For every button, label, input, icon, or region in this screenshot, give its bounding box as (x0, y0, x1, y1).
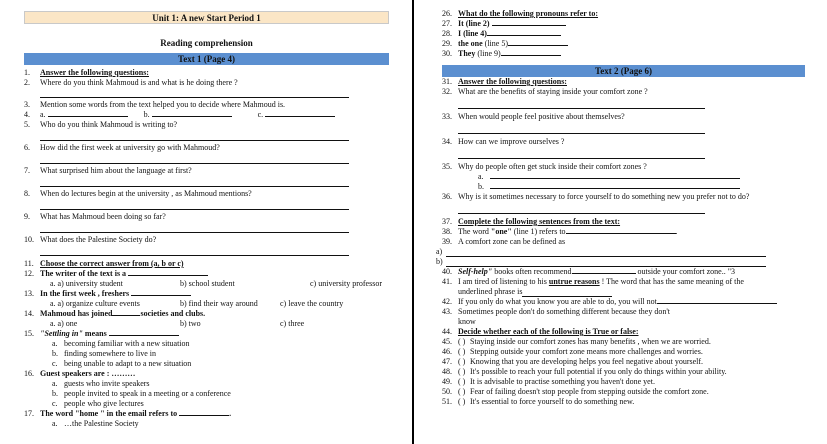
answer-line[interactable] (40, 97, 349, 98)
answer-blank[interactable] (446, 250, 766, 257)
question-42: 42. If you only do what you know you are able to do, you will not (442, 297, 805, 307)
question-44: 44. Decide whether each of the following is True or false: (442, 327, 639, 336)
question-17: 17. The word "home " in the email refers to . (24, 409, 232, 418)
question-2: 2. Where do you think Mahmoud is and what is he doing there ? (24, 78, 238, 87)
answer-line[interactable] (40, 186, 349, 187)
question-3: 3. Mention some words from the text helped you to decide where Mahmoud is. (24, 100, 286, 109)
tf-51: 51. ( ) It's essential to force yourself to do something new. (442, 397, 635, 406)
answer-blank[interactable] (566, 227, 676, 234)
answer-line[interactable] (458, 108, 705, 109)
question-29: 29. the one (line 5) (442, 39, 805, 49)
question-26: 26. What do the following pronouns refer to: (442, 9, 599, 18)
question-5: 5. Who do you think Mahmoud is writing to? (24, 120, 178, 129)
tf-46: 46. ( ) Stepping outside your comfort zone means more challenges and worries. (442, 347, 703, 356)
answer-blank[interactable] (152, 110, 232, 117)
question-37: 37. Complete the following sentences from the text: (442, 217, 621, 226)
unit-title: Unit 1: A new Start Period 1 (24, 11, 389, 24)
question-15: 15. "Settling in" means (24, 329, 389, 339)
right-content: 26. What do the following pronouns refer to: 27. It (line 2) 28. I (line 4) 29. the one (line 5) 30. They (line 9) Text 2 (Page 6) 31. Answer the following questions: 32. What are the benefits of staying inside your comfort zone ? 33. When would people feel positive about themselves? 34. How can we improve ourselves ? 35. Why do people often get stuck inside their comfort zones ? a. b. 36. Why is it sometimes necessary to force yourself to do something new you prefer not to do? 37. Complete the following sentences from the text: 38. The word "one" (line 1) refers to . 39. A comfort zone can be defined as a) b) 40. Self-help" books often recommend outside your comfort zone.. "3 41. I am tired of listening to his untrue reasons ! The word that has the same meaning of the underlined phrase is 42. If you only do what you know you are able to do, you will not 43. Sometimes people don't do something different because they don't know 44. Decide whether each of the following is True or false: 45. ( ) Staying inside our comfort zones has many benefits , when we are worried. 46. ( ) Stepping outside your comfort zone means more challenges and worries. 47. ( ) Knowing that you are developing helps you feel negative about yourself. 48. ( ) It's possible to reach your full potential if you only do things within your ability. 49. ( ) It is advisable to practise something you haven't done yet. 50. ( ) Fear of failing doesn't stop people from stepping outside the comfort zone. 51. ( ) It's essential to force yourself to do something new. (442, 9, 805, 407)
question-4: 4. a. b. c. (24, 110, 389, 120)
right-page (414, 0, 827, 444)
question-30: 30. They (line 9) (442, 49, 805, 59)
answer-blank[interactable] (508, 39, 568, 46)
question-7: 7. What surprised him about the language at first? (24, 166, 192, 175)
question-27: 27. It (line 2) (442, 19, 805, 29)
answer-blank[interactable] (657, 297, 777, 304)
question-33: 33. When would people feel positive about themselves? (442, 112, 625, 121)
left-content: Unit 1: A new Start Period 1 Reading comprehension Text 1 (Page 4) 1. Answer the following questions: 2. Where do you think Mahmoud is and what is he doing there ? 3. Mention some words from the text helped you to decide where Mahmoud is. 4. a. b. c. 5. Who do you think Mahmoud is writing to? 6. How did the first week at university go with Mahmoud? 7. What surprised him about the language at first? 8. When do lectures begin at the university , as Mahmoud mentions? 9. What has Mahmoud been doing so far? 10. What does the Palestine Society do? 11. Choose the correct answer from (a, b or c) 12. The writer of the text is a a. a) university student b) school student c) university professor 13. In the first week , freshers a. a) organize culture events b) find their way around c) leave the country 14. Mahmoud has joined societies and clubs. a. a) one b) two c) three 15. "Settling in" means a. becoming familiar with a new situation b. finding somewhere to live in c. being unable to adapt to a new situation 16. Guest speakers are : ……… a. guests who invite speakers b. people invited to speak in a meeting or a conference c. people who give lectures 17. The word "home " in the email refers to . a. …the Palestine Society (24, 8, 389, 429)
answer-blank[interactable] (487, 29, 561, 36)
answer-blank[interactable] (179, 409, 229, 416)
question-14: 14. Mahmoud has joined societies and clubs. (24, 309, 206, 318)
answer-blank[interactable] (446, 260, 766, 267)
question-28: 28. I (line 4) (442, 29, 805, 39)
answer-blank[interactable] (492, 19, 566, 26)
section-title: Reading comprehension (160, 38, 253, 48)
question-8: 8. When do lectures begin at the university , as Mahmoud mentions? (24, 189, 252, 198)
question-31: 31. Answer the following questions: (442, 77, 567, 86)
question-41: 41. I am tired of listening to his untrue reasons ! The word that has the same meaning of the (442, 277, 744, 286)
question-9: 9. What has Mahmoud been doing so far? (24, 212, 166, 221)
question-39: 39. A comfort zone can be defined as (442, 237, 566, 246)
tf-49: 49. ( ) It is advisable to practise something you haven't done yet. (442, 377, 655, 386)
answer-blank[interactable] (112, 309, 140, 316)
options-14: a. a) one b) two c) three (50, 319, 305, 328)
question-16: 16. Guest speakers are : ……… (24, 369, 136, 378)
answer-line[interactable] (458, 158, 705, 159)
text2-bar: Text 2 (Page 6) (442, 65, 805, 77)
answer-blank[interactable] (128, 269, 208, 276)
options-13: a. a) organize culture events b) find their way around c) leave the country (50, 299, 344, 308)
question-43: 43. Sometimes people don't do something different because they don't (442, 307, 671, 316)
question-12: 12. The writer of the text is a (24, 269, 389, 279)
question-40: 40. Self-help" books often recommend outside your comfort zone.. "3 (442, 267, 735, 276)
question-6: 6. How did the first week at university go with Mahmoud? (24, 143, 220, 152)
question-13: 13. In the first week , freshers (24, 289, 389, 299)
answer-line[interactable] (458, 213, 705, 214)
answer-blank[interactable] (572, 267, 636, 274)
answer-blank[interactable] (490, 172, 740, 179)
answer-blank[interactable] (265, 110, 335, 117)
answer-blank[interactable] (490, 182, 740, 189)
options-12: a. a) university student b) school student c) university professor (50, 279, 382, 288)
text1-bar: Text 1 (Page 4) (24, 53, 389, 65)
question-32: 32. What are the benefits of staying inside your comfort zone ? (442, 87, 648, 96)
answer-blank[interactable] (522, 290, 612, 297)
question-36: 36. Why is it sometimes necessary to force yourself to do something new you prefer not to do? (442, 192, 750, 201)
tf-45: 45. ( ) Staying inside our comfort zones has many benefits , when we are worried. (442, 337, 711, 346)
answer-line[interactable] (40, 163, 349, 164)
answer-line[interactable] (40, 140, 349, 141)
question-38: 38. The word "one" (line 1) refers to . (442, 227, 678, 236)
answer-blank[interactable] (131, 289, 191, 296)
answer-line[interactable] (40, 232, 349, 233)
tf-48: 48. ( ) It's possible to reach your full potential if you only do things within your ability. (442, 367, 727, 376)
tf-50: 50. ( ) Fear of failing doesn't stop people from stepping outside the comfort zone. (442, 387, 709, 396)
question-1: 1. Answer the following questions: (24, 68, 149, 77)
question-34: 34. How can we improve ourselves ? (442, 137, 565, 146)
answer-line[interactable] (40, 255, 349, 256)
left-page (0, 0, 413, 444)
answer-blank[interactable] (501, 49, 561, 56)
answer-line[interactable] (458, 133, 705, 134)
question-35: 35. Why do people often get stuck inside their comfort zones ? (442, 162, 647, 171)
answer-line[interactable] (40, 209, 349, 210)
tf-47: 47. ( ) Knowing that you are developing helps you feel negative about yourself. (442, 357, 704, 366)
answer-blank[interactable] (109, 329, 179, 336)
question-11: 11. Choose the correct answer from (a, b or c) (24, 259, 184, 268)
answer-blank[interactable] (48, 110, 128, 117)
question-10: 10. What does the Palestine Society do? (24, 235, 157, 244)
